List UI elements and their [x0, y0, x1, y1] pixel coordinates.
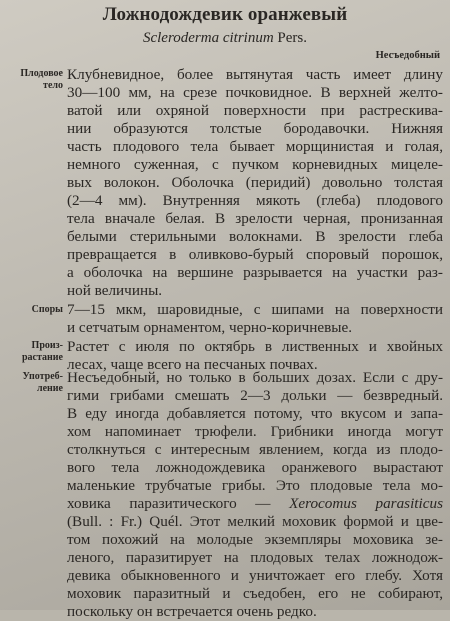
text-line: маленькие трубчатые грибы. Это плодовые тела мо-	[67, 477, 443, 494]
text-line: том похожий на молодые экземпляры моховика зе-	[67, 531, 443, 548]
text-line: моховик паразитный и съедобен, его не собирают,	[67, 585, 443, 602]
section-label-habitat: Произ- растание	[22, 340, 63, 363]
section-label-fruit-body: Плодовое тело	[20, 68, 63, 91]
text-line: ховика паразитического — Xerocomus parasiticus	[67, 495, 443, 512]
text-line: ватой или охряной поверхности при растрескива-	[67, 102, 443, 119]
text-line: и сетчатым орнаментом, черно-коричневые.	[67, 319, 353, 336]
text-line: немного суженная, с пучком корневидных мицеле-	[67, 156, 443, 173]
text-line: Несъедобный, но только в больших дозах. Если с дру-	[67, 369, 443, 386]
text-line: превращается в оливково-бурый споровый порошок,	[67, 246, 443, 263]
text-line: белыми стерильными волокнами. В зрелости глеба	[67, 228, 443, 245]
text-line: ной величины.	[67, 282, 163, 299]
text-line: девика обыкновенного и уничтожает его глебу. Хотя	[67, 567, 443, 584]
text-line: 30—100 мм, на срезе почковидное. В верхней желто-	[67, 84, 443, 101]
text-line: часть плодового тела бывает морщинистая и голая,	[67, 138, 443, 155]
text-line: вого тела ложнодождевика оранжевого вырастают	[67, 459, 443, 476]
section-label-spores: Споры	[31, 304, 63, 315]
latin-author: Pers.	[277, 30, 307, 46]
text-line: В еду иногда добавляется потому, что вкусом и запа-	[67, 405, 443, 422]
section-label-usage: Употреб- ление	[22, 371, 63, 394]
edibility-label: Несъедобный	[375, 50, 440, 61]
text-line: гими грибами смешать 2—3 дольки — безвредный.	[67, 387, 443, 404]
text-line: (2—4 мм). Внутренняя мякоть (глеба) плодового	[67, 192, 443, 209]
text-line: (Bull. : Fr.) Quél. Этот мелкий моховик формой и цве-	[67, 513, 443, 530]
text-line: поскольку он встречается очень редко.	[67, 603, 317, 620]
latin-name-line	[0, 30, 450, 47]
text-line: столкнуться с интересным явлением, когда из плодо-	[67, 441, 443, 458]
text-line: леного, паразитирует на плодовых телах ложнодож-	[67, 549, 443, 566]
text-line: хом напоминает трюфели. Грибники иногда могут	[67, 423, 443, 440]
text-line: Клубневидное, более вытянутая часть имеет длину	[67, 66, 443, 83]
text-line: нии образуются толстые бородавочки. Нижняя	[67, 120, 443, 137]
latin-name: Scleroderma citrinum	[142, 30, 274, 46]
text-line: вых волокон. Оболочка (перидий) довольно толстая	[67, 174, 443, 191]
text-line: а оболочка на вершине разрывается на участки раз-	[67, 264, 443, 281]
page-title: Ложнодождевик оранжевый	[102, 4, 348, 25]
text-line: 7—15 мкм, шаровидные, с шипами на поверхности	[67, 301, 443, 318]
text-line: тела вначале белая. В зрелости черная, пронизанная	[67, 210, 443, 227]
latin-species-name: Xerocomus parasiticus	[289, 495, 443, 512]
text-line: Растет с июля по октябрь в лиственных и хвойных	[67, 338, 443, 355]
text-line: лесах, чаще всего на песчаных почвах.	[67, 356, 318, 373]
